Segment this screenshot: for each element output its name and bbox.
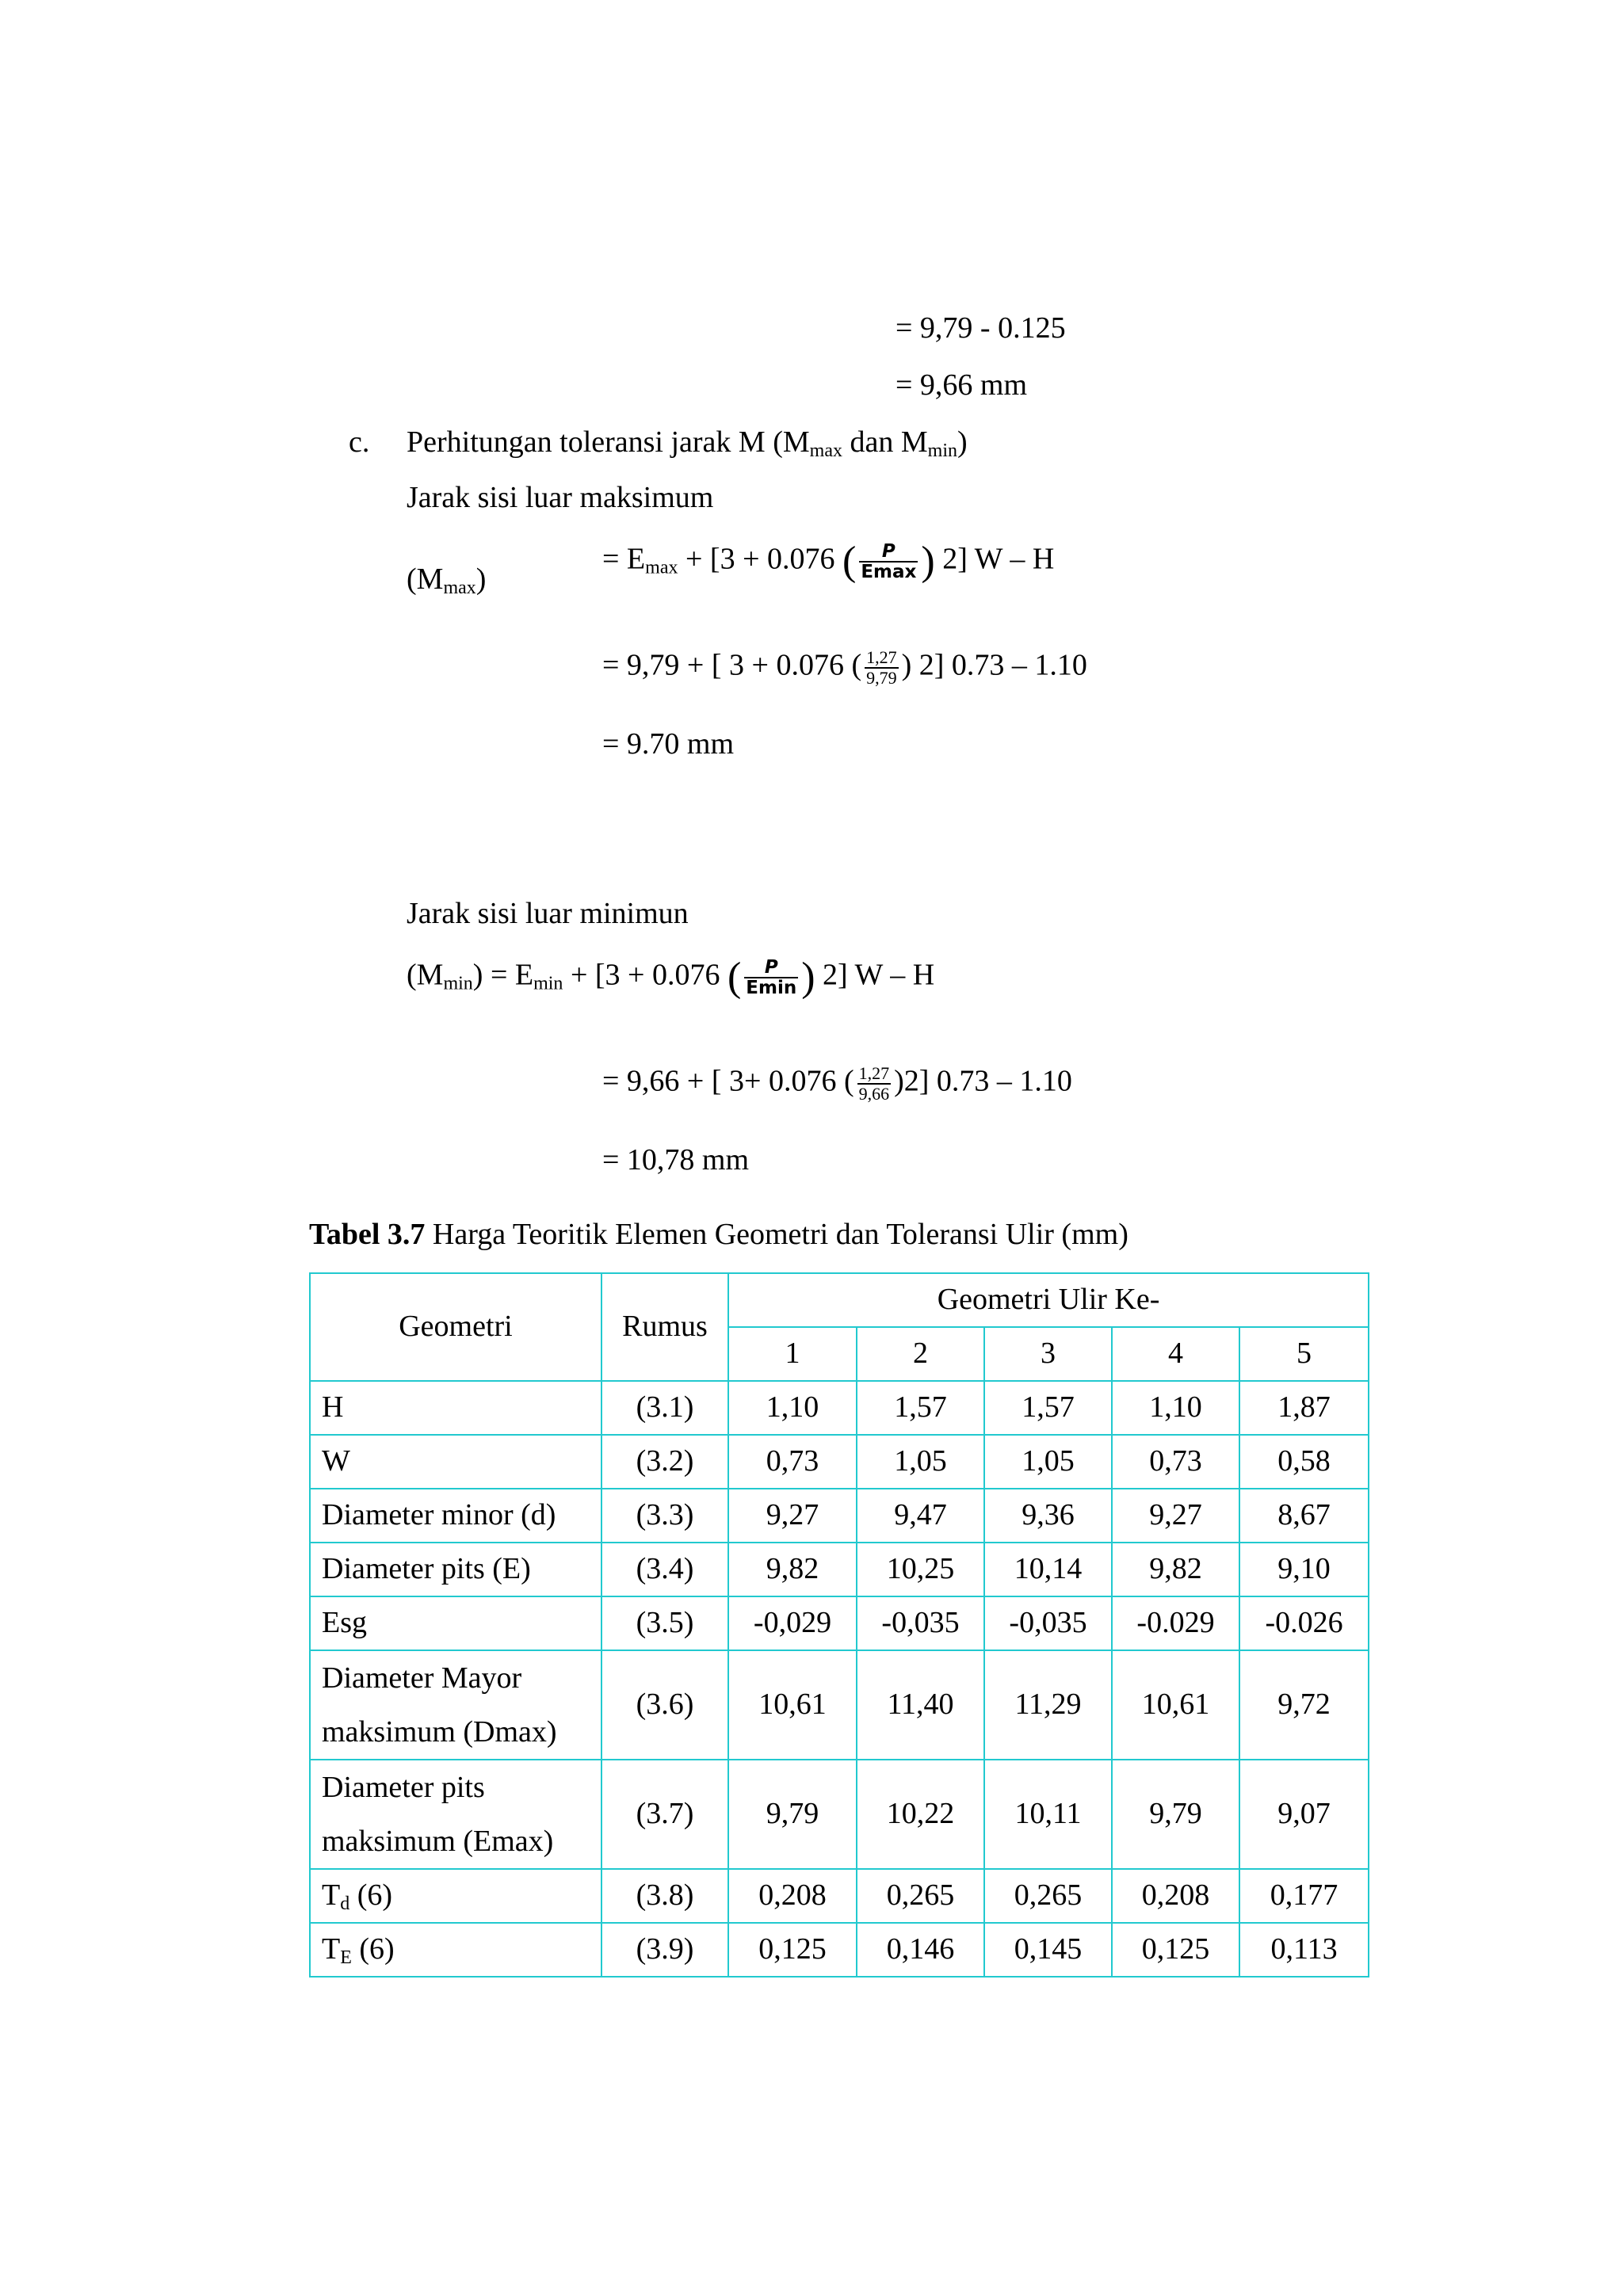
table-row [310,1543,1369,1596]
row-value-cell: 11,29 [984,1650,1112,1760]
row-value-cell: 0,177 [1239,1869,1369,1923]
header-col-5: 5 [1239,1327,1369,1381]
mmin-formula: $(M_{min}) = E_{min} + [3 + 0.076$ ( $\frac{P}{Emin}$ ) 2] W – H [407,955,935,1000]
row-value-cell: 10,11 [984,1760,1112,1869]
row-value-cell: 0,58 [1239,1435,1369,1489]
row-geometri-cell: $T_d$ (6) [310,1869,601,1923]
mmin-substitution: = 9,66 + [ 3+ 0.076 ( $\frac{1,27}{9,66}$ )2] 0.73 – 1.10 [602,1063,1072,1104]
row-value-cell: 11,40 [857,1650,984,1760]
header-col-2: 2 [857,1327,984,1381]
row-value-cell: 10,25 [857,1543,984,1596]
row-rumus-cell: (3.8) [601,1869,728,1923]
row-value-cell: 0,113 [1239,1923,1369,1977]
row-value-cell: 9,47 [857,1489,984,1543]
row-value-cell: 9,07 [1239,1760,1369,1869]
row-value-cell: 1,57 [857,1381,984,1435]
row-value-cell: 10,14 [984,1543,1112,1596]
mmin-result: = 10,78 mm [602,1143,750,1177]
row-geometri-cell: Diameter pits (E) [310,1543,601,1596]
mmax-label: $(M_{max})$ [407,563,487,598]
header-rumus: Rumus [601,1273,728,1381]
table-row [310,1650,1369,1760]
header-col-3: 3 [984,1327,1112,1381]
table-row [310,1923,1369,1977]
row-value-cell: -0,035 [984,1596,1112,1650]
row-value-cell: -0.029 [1112,1596,1239,1650]
row-value-cell: 10,22 [857,1760,984,1869]
row-value-cell: 1,05 [984,1435,1112,1489]
table-row [310,1381,1369,1435]
row-value-cell: 9,82 [728,1543,857,1596]
mmax-result: = 9.70 mm [602,727,735,761]
table-caption: Tabel 3.7 Harga Teoritik Elemen Geometri dan Toleransi Ulir (mm) [309,1218,1128,1251]
row-geometri-cell: Diameter Mayor maksimum (Dmax) [310,1650,601,1760]
row-value-cell: 1,87 [1239,1381,1369,1435]
row-value-cell: 0,146 [857,1923,984,1977]
table-row [310,1869,1369,1923]
row-value-cell: -0,029 [728,1596,857,1650]
row-value-cell: 0,73 [1112,1435,1239,1489]
mmin-fraction: $\frac{1,27}{9,66}$ [858,1063,890,1104]
mmax-formula: = $E_{max} + [3 + 0.076$ ( $\frac{P}{Emax}$ ) 2] W – H [602,539,1055,584]
tolerance-table [309,1272,1369,1978]
row-rumus-cell: (3.1) [601,1381,728,1435]
row-value-cell: 0,125 [728,1923,857,1977]
section-c-title: Perhitungan toleransi jarak M ($M_{max}$ dan $M_{min}$) [407,425,968,461]
header-group: Geometri Ulir Ke- [728,1273,1369,1327]
row-value-cell: 9,82 [1112,1543,1239,1596]
calc-line-2: = 9,66 mm [896,368,1028,402]
row-rumus-cell: (3.2) [601,1435,728,1489]
row-value-cell: 9,27 [728,1489,857,1543]
row-value-cell: 0,73 [728,1435,857,1489]
table-row [310,1596,1369,1650]
row-value-cell: 1,57 [984,1381,1112,1435]
row-value-cell: 9,79 [728,1760,857,1869]
row-value-cell: 9,79 [1112,1760,1239,1869]
row-value-cell: 1,10 [1112,1381,1239,1435]
row-geometri-cell: Diameter minor (d) [310,1489,601,1543]
row-value-cell: 0,145 [984,1923,1112,1977]
row-value-cell: 0,265 [857,1869,984,1923]
row-value-cell: 0,208 [1112,1869,1239,1923]
row-value-cell: 9,36 [984,1489,1112,1543]
p-over-emax-fraction: $\frac{P}{Emax}$ [861,541,917,582]
row-geometri-cell: $T_E$ (6) [310,1923,601,1977]
table-row [310,1435,1369,1489]
mmax-substitution: = 9,79 + [ 3 + 0.076 ( $\frac{1,27}{9,79}$ ) 2] 0.73 – 1.10 [602,647,1087,688]
section-c-marker: c. [349,425,370,459]
min-heading: Jarak sisi luar minimun [407,897,689,930]
header-geometri: Geometri [310,1273,601,1381]
row-value-cell: 0,265 [984,1869,1112,1923]
row-rumus-cell: (3.7) [601,1760,728,1869]
header-col-4: 4 [1112,1327,1239,1381]
row-rumus-cell: (3.4) [601,1543,728,1596]
table-row [310,1489,1369,1543]
row-geometri-cell: Esg [310,1596,601,1650]
row-value-cell: 9,10 [1239,1543,1369,1596]
row-value-cell: -0,035 [857,1596,984,1650]
header-col-1: 1 [728,1327,857,1381]
row-value-cell: 9,72 [1239,1650,1369,1760]
row-value-cell: -0.026 [1239,1596,1369,1650]
mmax-fraction: $\frac{1,27}{9,79}$ [866,647,897,688]
calc-line-1: = 9,79 - 0.125 [896,311,1066,345]
table-row [310,1760,1369,1869]
table-header-row [310,1273,1369,1327]
row-geometri-cell: H [310,1381,601,1435]
row-value-cell: 10,61 [728,1650,857,1760]
row-value-cell: 9,27 [1112,1489,1239,1543]
row-geometri-cell: Diameter pits maksimum (Emax) [310,1760,601,1869]
row-value-cell: 1,10 [728,1381,857,1435]
p-over-emin-fraction: $\frac{P}{Emin}$ [746,957,797,998]
max-heading: Jarak sisi luar maksimum [407,481,714,514]
row-value-cell: 0,125 [1112,1923,1239,1977]
row-value-cell: 0,208 [728,1869,857,1923]
row-rumus-cell: (3.3) [601,1489,728,1543]
row-rumus-cell: (3.9) [601,1923,728,1977]
row-geometri-cell: W [310,1435,601,1489]
row-value-cell: 10,61 [1112,1650,1239,1760]
row-rumus-cell: (3.5) [601,1596,728,1650]
row-rumus-cell: (3.6) [601,1650,728,1760]
row-value-cell: 8,67 [1239,1489,1369,1543]
row-value-cell: 1,05 [857,1435,984,1489]
